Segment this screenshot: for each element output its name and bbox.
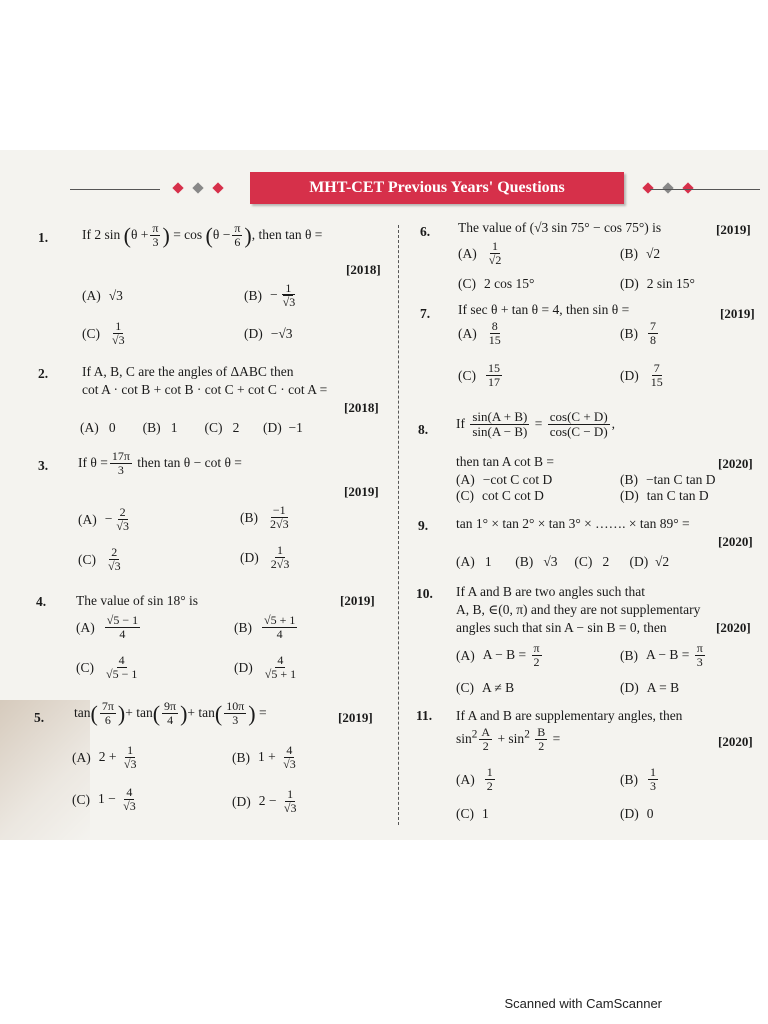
question-text: If A, B, C are the angles of ΔABC then	[82, 364, 294, 379]
option-a: (A) $\frac{8}{15}$	[458, 319, 501, 348]
question-text: The value of sin 18° is	[76, 593, 199, 608]
question-number: 1.	[38, 230, 49, 245]
year-tag: [2019]	[340, 593, 375, 608]
question-text: $\sin^2$ $\frac{A}{2}$ + $\sin^2$ $\frac{B}{2}$ =	[456, 725, 561, 754]
section-header	[70, 172, 760, 204]
option-a: (A) $\frac{√5 - 1}{4}$	[76, 613, 139, 642]
option-c: (C) $\frac{2}{√3}$	[78, 545, 121, 574]
option-c: (C) 1	[456, 806, 489, 821]
question-text: If 2 sin (θ + $\frac{\pi}{3}$ ) = cos (θ − $\frac{\pi}{6}$ ), then tan θ =	[82, 221, 323, 250]
option-b: (B) $\frac{1}{3}$	[620, 765, 656, 794]
option-a: (A) 2 + $\frac{1}{√3}$	[72, 743, 137, 772]
header-rule-left	[70, 189, 160, 190]
option-b: (B) √2	[620, 246, 661, 261]
question-text: If sec θ + tan θ = 4, then sin θ =	[458, 302, 630, 317]
option-a: (A) $\frac{1}{2}$	[456, 765, 493, 794]
question-number: 8.	[418, 422, 429, 437]
question-number: 11.	[416, 708, 433, 723]
option-b: (B) $\frac{√5 + 1}{4}$	[234, 613, 296, 642]
option-c: (C) 1 − $\frac{4}{√3}$	[72, 785, 136, 814]
question-text: If A and B are two angles such that	[456, 584, 645, 599]
question-number: 5.	[34, 710, 45, 725]
year-tag: [2019]	[338, 710, 373, 725]
column-divider	[398, 225, 399, 825]
question-text: angles such that sin A − sin B = 0, then	[456, 620, 667, 635]
option-b: (B) A − B = $\frac{\pi}{3}$	[620, 641, 703, 670]
question-number: 7.	[420, 306, 431, 321]
option-a: (A) √3	[82, 288, 123, 303]
year-tag: [2019]	[716, 222, 751, 237]
option-c: (C) A ≠ B	[456, 680, 515, 695]
option-c: (C) 2 cos 15°	[458, 276, 535, 291]
year-tag: [2020]	[718, 534, 753, 549]
question-text: If $\frac{\sin(A + B)}{\sin(A - B)}$ = $\frac{\cos(C + D)}{\cos(C - D)}$ ,	[456, 409, 616, 440]
option-a: (A) −cot C cot D	[456, 472, 553, 487]
diamond-icon	[172, 182, 183, 193]
option-c: (C) $\frac{1}{√3}$	[82, 319, 125, 348]
year-tag: [2019]	[720, 306, 755, 321]
diamond-icon	[662, 182, 673, 193]
question-number: 3.	[38, 458, 49, 473]
section-title: MHT-CET Previous Years' Questions	[250, 172, 624, 204]
options-row: (A) 1 (B) √3 (C) 2 (D) √2	[456, 554, 670, 569]
diamond-icon	[192, 182, 203, 193]
year-tag: [2020]	[718, 734, 753, 749]
header-rule-right	[650, 189, 760, 190]
option-d: (D) tan C tan D	[620, 488, 709, 503]
question-text: then tan A cot B =	[456, 454, 554, 469]
question-number: 4.	[36, 594, 47, 609]
question-number: 9.	[418, 518, 429, 533]
option-c: (C) cot C cot D	[456, 488, 544, 503]
question-text: tan( $\frac{7\pi}{6}$ )+ tan( $\frac{9\pi}{4}$ )+ tan( $\frac{10\pi}{3}$ ) =	[74, 699, 267, 728]
option-a: (A) $\frac{1}{√2}$	[458, 239, 502, 268]
option-a: (A) A − B = $\frac{\pi}{2}$	[456, 641, 540, 670]
question-text: If A and B are supplementary angles, then	[456, 708, 683, 723]
option-b: (B) −tan C tan D	[620, 472, 716, 487]
option-b: (B) − $\frac{1}{√3}$	[244, 281, 296, 310]
question-number: 10.	[416, 586, 433, 601]
question-text: A, B, ∈(0, π) and they are not supplementary	[456, 602, 701, 617]
option-c: (C) $\frac{15}{17}$	[458, 361, 500, 390]
option-b: (B) $\frac{-1}{2√3}$	[240, 503, 289, 532]
question-text: If θ = $\frac{17\pi}{3}$ then tan θ − cot θ =	[78, 449, 242, 478]
option-d: (D) $\frac{7}{15}$	[620, 361, 663, 390]
options-row: (A) 0 (B) 1 (C) 2 (D) −1	[80, 420, 303, 435]
option-a: (A) − $\frac{2}{√3}$	[78, 505, 129, 534]
diamond-icon	[642, 182, 653, 193]
year-tag: [2020]	[716, 620, 751, 635]
option-d: (D) 0	[620, 806, 654, 821]
question-text: The value of (√3 sin 75° − cos 75°) is	[458, 220, 662, 235]
question-text: cot A · cot B + cot B · cot C + cot C · cot A =	[82, 382, 328, 397]
diamond-icon	[682, 182, 693, 193]
question-number: 2.	[38, 366, 49, 381]
scanner-watermark: Scanned with CamScanner	[504, 996, 662, 1011]
option-d: (D) A = B	[620, 680, 680, 695]
option-b: (B) $\frac{7}{8}$	[620, 319, 656, 348]
year-tag: [2018]	[346, 262, 381, 277]
year-tag: [2018]	[344, 400, 379, 415]
year-tag: [2020]	[718, 456, 753, 471]
option-d: (D) $\frac{4}{√5 + 1}$	[234, 653, 297, 682]
option-d: (D) −√3	[244, 326, 293, 341]
option-d: (D) 2 sin 15°	[620, 276, 695, 291]
option-d: (D) $\frac{1}{2√3}$	[240, 543, 290, 572]
diamond-icon	[212, 182, 223, 193]
option-c: (C) $\frac{4}{√5 - 1}$	[76, 653, 138, 682]
year-tag: [2019]	[344, 484, 379, 499]
question-text: tan 1° × tan 2° × tan 3° × ……. × tan 89° =	[456, 516, 690, 531]
option-b: (B) 1 + $\frac{4}{√3}$	[232, 743, 296, 772]
option-d: (D) 2 − $\frac{1}{√3}$	[232, 787, 297, 816]
question-number: 6.	[420, 224, 431, 239]
